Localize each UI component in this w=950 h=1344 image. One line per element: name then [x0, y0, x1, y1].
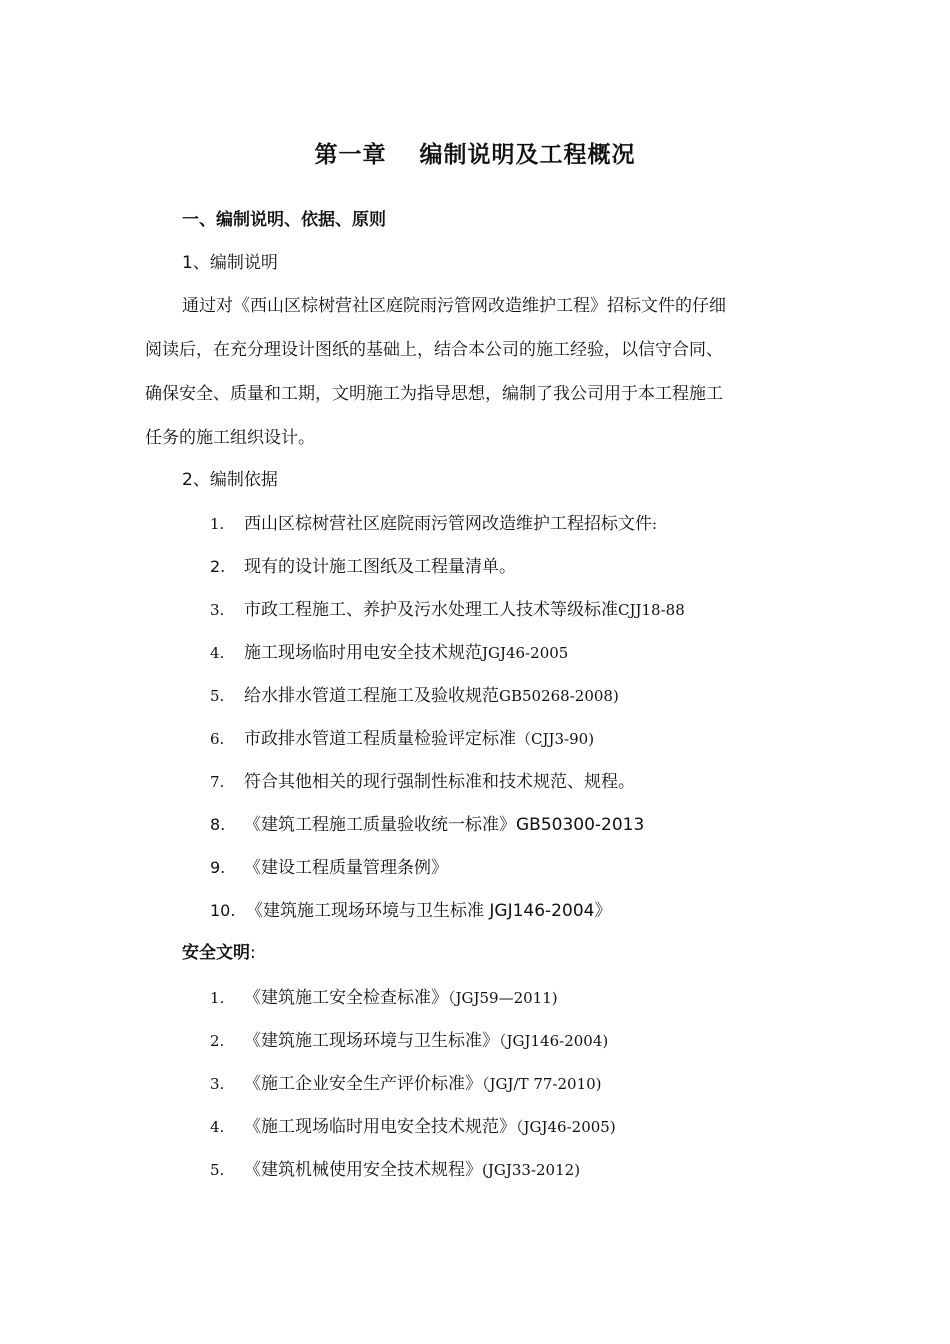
basis-item [210, 509, 657, 534]
safety-item-suffix: （JGJ146-2004) [499, 1032, 609, 1050]
list-number: 9. [210, 858, 226, 877]
paragraph-line: 通过对《西山区棕树营社区庭院雨污管网改造维护工程》招标文件的仔细 [182, 296, 726, 316]
list-number: 2. [210, 557, 226, 576]
safety-heading-text: 安全文明 [182, 943, 250, 963]
safety-heading [182, 938, 256, 963]
section-heading: 一、编制说明、依据、原则 [182, 210, 386, 230]
chapter-title: 第一章 编制说明及工程概况 [314, 142, 636, 168]
basis-item [210, 724, 594, 749]
basis-item-suffix: GB50268-2008) [499, 687, 619, 705]
safety-item [210, 1069, 602, 1094]
list-number: 5. [210, 1161, 225, 1179]
safety-item-text: 《建筑施工现场环境与卫生标准》 [244, 1031, 499, 1051]
list-number: 5. [210, 687, 225, 705]
list-number: 3. [210, 601, 225, 619]
safety-item [210, 1026, 608, 1051]
paragraph-line: 阅读后，在充分理设计图纸的基础上，结合本公司的施工经验，以信守合同、 [145, 340, 723, 360]
basis-item-suffix: JGJ46-2005 [482, 644, 569, 662]
basis-item-text: 符合其他相关的现行强制性标准和技术规范、规程。 [244, 772, 635, 792]
basis-item-text: 给水排水管道工程施工及验收规范 [244, 686, 499, 706]
basis-item-suffix: : [652, 515, 658, 533]
list-number: 1. [210, 515, 225, 533]
basis-item-suffix: （CJJ3-90) [516, 730, 595, 748]
basis-item-text: 市政工程施工、养护及污水处理工人技术等级标准 [244, 600, 618, 620]
basis-item [210, 767, 635, 792]
safety-item-suffix: （JGJ/T 77-2010) [482, 1075, 602, 1093]
safety-item-suffix: （JGJ46-2005) [516, 1118, 616, 1136]
basis-item-text: 西山区棕树营社区庭院雨污管网改造维护工程招标文件 [244, 514, 652, 534]
safety-item-suffix: （JGJ59—2011) [448, 989, 558, 1007]
basis-item [210, 595, 685, 620]
safety-item-text: 《建筑施工安全检查标准》 [244, 988, 448, 1008]
list-number: 2. [210, 1032, 225, 1050]
basis-item [210, 681, 619, 706]
list-number: 10. [210, 901, 236, 920]
list-number: 1. [210, 989, 225, 1007]
basis-item-text: 《建设工程质量管理条例》 [244, 858, 448, 878]
basis-item-text: 市政排水管道工程质量检验评定标准 [244, 729, 516, 749]
safety-item [210, 983, 558, 1008]
safety-item-text: 《施工现场临时用电安全技术规范》 [244, 1117, 516, 1137]
paragraph-line: 确保安全、质量和工期，文明施工为指导思想，编制了我公司用于本工程施工 [145, 384, 723, 404]
safety-heading-colon: : [250, 943, 256, 963]
safety-item [210, 1155, 580, 1180]
list-number: 4. [210, 644, 225, 662]
basis-item-text: 施工现场临时用电安全技术规范 [244, 643, 482, 663]
basis-item [210, 896, 611, 921]
basis-item-text: 《建筑工程施工质量验收统一标准》GB50300-2013 [244, 815, 645, 835]
basis-item [210, 853, 448, 878]
list-number: 8. [210, 815, 226, 834]
safety-item-suffix: (JGJ33-2012) [482, 1161, 581, 1179]
basis-item [210, 810, 644, 835]
list-number: 7. [210, 773, 225, 791]
safety-item-text: 《施工企业安全生产评价标准》 [244, 1074, 482, 1094]
safety-item [210, 1112, 616, 1137]
subsection-heading-description: 1、编制说明 [182, 253, 278, 273]
basis-item [210, 638, 568, 663]
paragraph-line: 任务的施工组织设计。 [145, 428, 315, 448]
list-number: 6. [210, 730, 225, 748]
basis-item-suffix: CJJ18-88 [618, 601, 685, 619]
list-number: 4. [210, 1118, 225, 1136]
basis-item [210, 552, 516, 577]
safety-item-text: 《建筑机械使用安全技术规程》 [244, 1160, 482, 1180]
list-number: 3. [210, 1075, 225, 1093]
basis-item-text: 现有的设计施工图纸及工程量清单。 [244, 557, 516, 577]
subsection-heading-basis: 2、编制依据 [182, 470, 278, 490]
basis-item-text: 《建筑施工现场环境与卫生标准 JGJ146-2004》 [246, 901, 612, 921]
